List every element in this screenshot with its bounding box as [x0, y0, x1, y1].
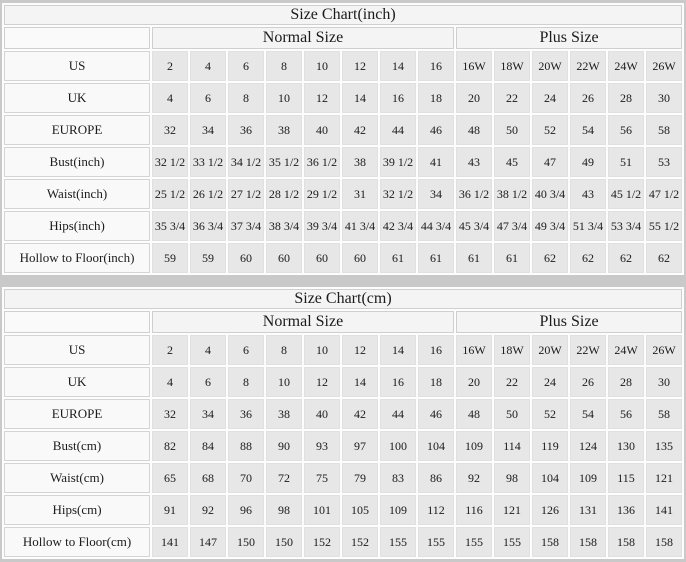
table-row	[4, 147, 682, 177]
size-cell: 4	[152, 367, 188, 397]
size-cell: 41	[418, 147, 454, 177]
size-cell: 136	[608, 495, 644, 525]
size-cell: 52	[532, 399, 568, 429]
size-cell: 12	[304, 83, 340, 113]
size-cell: 56	[608, 399, 644, 429]
corner-cell	[4, 27, 150, 49]
size-cell: 45	[494, 147, 530, 177]
table-row	[4, 463, 682, 493]
size-cell: 58	[646, 115, 682, 145]
table-row	[4, 51, 682, 81]
size-cell: 155	[418, 527, 454, 557]
size-cell: 10	[304, 335, 340, 365]
normal-size-header: Normal Size	[152, 311, 454, 333]
size-cell: 18	[418, 83, 454, 113]
size-cell: 48	[456, 115, 492, 145]
size-cell: 25 1/2	[152, 179, 188, 209]
corner-cell	[4, 311, 150, 333]
size-cell: 10	[304, 51, 340, 81]
size-cell: 51 3/4	[570, 211, 606, 241]
size-cell: 92	[456, 463, 492, 493]
size-cell: 155	[494, 527, 530, 557]
row-label: UK	[4, 367, 150, 397]
size-cell: 6	[190, 367, 226, 397]
row-label: Hollow to Floor(cm)	[4, 527, 150, 557]
size-cell: 32	[152, 115, 188, 145]
size-cell: 83	[380, 463, 416, 493]
size-cell: 61	[418, 243, 454, 273]
size-cell: 43	[570, 179, 606, 209]
size-cell: 52	[532, 115, 568, 145]
size-cell: 109	[456, 431, 492, 461]
size-cell: 61	[456, 243, 492, 273]
size-cell: 50	[494, 115, 530, 145]
size-cell: 116	[456, 495, 492, 525]
size-cell: 105	[342, 495, 378, 525]
group-header-row	[4, 27, 682, 49]
size-cell: 8	[228, 367, 264, 397]
size-cell: 43	[456, 147, 492, 177]
size-cell: 28 1/2	[266, 179, 302, 209]
size-cell: 24W	[608, 51, 644, 81]
size-chart-cm-table	[2, 287, 684, 559]
size-cell: 158	[646, 527, 682, 557]
size-cell: 46	[418, 115, 454, 145]
size-cell: 26 1/2	[190, 179, 226, 209]
row-label: Bust(cm)	[4, 431, 150, 461]
size-cell: 121	[646, 463, 682, 493]
size-cell: 4	[190, 335, 226, 365]
size-cell: 62	[608, 243, 644, 273]
size-cell: 45 1/2	[608, 179, 644, 209]
size-cell: 33 1/2	[190, 147, 226, 177]
size-cell: 53 3/4	[608, 211, 644, 241]
size-cell: 18W	[494, 51, 530, 81]
size-cell: 61	[380, 243, 416, 273]
size-cell: 2	[152, 335, 188, 365]
size-cell: 100	[380, 431, 416, 461]
size-cell: 16	[380, 367, 416, 397]
size-cell: 104	[532, 463, 568, 493]
size-cell: 44	[380, 115, 416, 145]
size-cell: 92	[190, 495, 226, 525]
size-cell: 30	[646, 83, 682, 113]
size-cell: 60	[228, 243, 264, 273]
size-cell: 16	[380, 83, 416, 113]
size-cell: 45 3/4	[456, 211, 492, 241]
table-row	[4, 211, 682, 241]
size-cell: 34 1/2	[228, 147, 264, 177]
size-cell: 60	[342, 243, 378, 273]
size-cell: 18	[418, 367, 454, 397]
row-label: Waist(cm)	[4, 463, 150, 493]
size-cell: 119	[532, 431, 568, 461]
size-cell: 38	[266, 115, 302, 145]
table-row	[4, 527, 682, 557]
size-cell: 60	[266, 243, 302, 273]
row-label: Bust(inch)	[4, 147, 150, 177]
size-cell: 14	[342, 367, 378, 397]
table-row	[4, 179, 682, 209]
size-cell: 41 3/4	[342, 211, 378, 241]
size-cell: 88	[228, 431, 264, 461]
size-cell: 8	[228, 83, 264, 113]
size-cell: 14	[380, 335, 416, 365]
size-cell: 82	[152, 431, 188, 461]
size-cell: 6	[228, 51, 264, 81]
size-cell: 16	[418, 51, 454, 81]
size-cell: 34	[418, 179, 454, 209]
size-cell: 26	[570, 367, 606, 397]
size-cell: 141	[646, 495, 682, 525]
row-label: Waist(inch)	[4, 179, 150, 209]
size-cell: 42	[342, 399, 378, 429]
size-cell: 72	[266, 463, 302, 493]
size-cell: 158	[532, 527, 568, 557]
size-cell: 35 1/2	[266, 147, 302, 177]
size-cell: 54	[570, 399, 606, 429]
size-cell: 12	[342, 335, 378, 365]
size-cell: 152	[304, 527, 340, 557]
plus-size-header: Plus Size	[456, 27, 682, 49]
row-label: Hollow to Floor(inch)	[4, 243, 150, 273]
size-cell: 30	[646, 367, 682, 397]
size-cell: 14	[342, 83, 378, 113]
size-cell: 96	[228, 495, 264, 525]
size-cell: 12	[304, 367, 340, 397]
size-cell: 24	[532, 367, 568, 397]
size-cell: 91	[152, 495, 188, 525]
size-cell: 47	[532, 147, 568, 177]
size-cell: 27 1/2	[228, 179, 264, 209]
table-row	[4, 495, 682, 525]
size-cell: 26	[570, 83, 606, 113]
size-cell: 114	[494, 431, 530, 461]
row-label: US	[4, 335, 150, 365]
size-cell: 34	[190, 115, 226, 145]
size-cell: 26W	[646, 335, 682, 365]
size-cell: 98	[266, 495, 302, 525]
table-row	[4, 83, 682, 113]
table-row	[4, 335, 682, 365]
size-cell: 34	[190, 399, 226, 429]
size-cell: 79	[342, 463, 378, 493]
size-cell: 51	[608, 147, 644, 177]
size-cell: 26W	[646, 51, 682, 81]
size-cell: 75	[304, 463, 340, 493]
size-cell: 55 1/2	[646, 211, 682, 241]
size-cell: 38 1/2	[494, 179, 530, 209]
size-cell: 32 1/2	[152, 147, 188, 177]
size-cell: 97	[342, 431, 378, 461]
size-cell: 39 3/4	[304, 211, 340, 241]
size-cell: 60	[304, 243, 340, 273]
size-cell: 44 3/4	[418, 211, 454, 241]
size-cell: 104	[418, 431, 454, 461]
size-cell: 6	[190, 83, 226, 113]
size-cell: 36 3/4	[190, 211, 226, 241]
size-cell: 150	[266, 527, 302, 557]
group-header-row	[4, 311, 682, 333]
size-cell: 36	[228, 399, 264, 429]
size-cell: 28	[608, 83, 644, 113]
size-cell: 4	[190, 51, 226, 81]
row-label: Hips(cm)	[4, 495, 150, 525]
size-cell: 18W	[494, 335, 530, 365]
size-cell: 54	[570, 115, 606, 145]
size-cell: 84	[190, 431, 226, 461]
size-cell: 70	[228, 463, 264, 493]
table-title: Size Chart(inch)	[4, 5, 682, 25]
size-cell: 126	[532, 495, 568, 525]
size-cell: 8	[266, 51, 302, 81]
size-cell: 46	[418, 399, 454, 429]
size-cell: 121	[494, 495, 530, 525]
table-row	[4, 431, 682, 461]
size-cell: 38	[342, 147, 378, 177]
size-cell: 20	[456, 367, 492, 397]
size-cell: 155	[380, 527, 416, 557]
size-cell: 109	[570, 463, 606, 493]
size-cell: 39 1/2	[380, 147, 416, 177]
size-cell: 59	[190, 243, 226, 273]
size-cell: 62	[532, 243, 568, 273]
size-cell: 90	[266, 431, 302, 461]
size-cell: 32	[152, 399, 188, 429]
size-cell: 112	[418, 495, 454, 525]
size-cell: 109	[380, 495, 416, 525]
size-cell: 49	[570, 147, 606, 177]
size-cell: 37 3/4	[228, 211, 264, 241]
size-cell: 35 3/4	[152, 211, 188, 241]
size-cell: 86	[418, 463, 454, 493]
row-label: Hips(inch)	[4, 211, 150, 241]
size-cell: 49 3/4	[532, 211, 568, 241]
size-cell: 36 1/2	[304, 147, 340, 177]
size-cell: 4	[152, 83, 188, 113]
size-cell: 28	[608, 367, 644, 397]
row-label: UK	[4, 83, 150, 113]
size-cell: 8	[266, 335, 302, 365]
size-cell: 20	[456, 83, 492, 113]
plus-size-header: Plus Size	[456, 311, 682, 333]
size-cell: 124	[570, 431, 606, 461]
size-cell: 44	[380, 399, 416, 429]
size-cell: 24W	[608, 335, 644, 365]
row-label: EUROPE	[4, 399, 150, 429]
row-label: EUROPE	[4, 115, 150, 145]
size-cell: 62	[570, 243, 606, 273]
size-cell: 158	[608, 527, 644, 557]
size-cell: 53	[646, 147, 682, 177]
size-cell: 36	[228, 115, 264, 145]
size-cell: 65	[152, 463, 188, 493]
size-cell: 130	[608, 431, 644, 461]
table-row	[4, 243, 682, 273]
size-cell: 10	[266, 83, 302, 113]
size-cell: 29 1/2	[304, 179, 340, 209]
size-cell: 152	[342, 527, 378, 557]
size-cell: 61	[494, 243, 530, 273]
table-row	[4, 399, 682, 429]
normal-size-header: Normal Size	[152, 27, 454, 49]
size-cell: 155	[456, 527, 492, 557]
size-cell: 93	[304, 431, 340, 461]
size-cell: 20W	[532, 335, 568, 365]
size-cell: 47 1/2	[646, 179, 682, 209]
size-cell: 10	[266, 367, 302, 397]
size-cell: 22W	[570, 335, 606, 365]
size-cell: 20W	[532, 51, 568, 81]
size-cell: 50	[494, 399, 530, 429]
size-cell: 24	[532, 83, 568, 113]
size-cell: 31	[342, 179, 378, 209]
size-cell: 16	[418, 335, 454, 365]
size-cell: 22W	[570, 51, 606, 81]
size-cell: 40	[304, 399, 340, 429]
size-cell: 98	[494, 463, 530, 493]
size-cell: 147	[190, 527, 226, 557]
table-title: Size Chart(cm)	[4, 289, 682, 309]
size-cell: 42	[342, 115, 378, 145]
size-cell: 40 3/4	[532, 179, 568, 209]
title-row	[4, 5, 682, 25]
size-cell: 14	[380, 51, 416, 81]
size-cell: 150	[228, 527, 264, 557]
size-cell: 59	[152, 243, 188, 273]
size-cell: 56	[608, 115, 644, 145]
size-cell: 12	[342, 51, 378, 81]
table-row	[4, 115, 682, 145]
size-cell: 58	[646, 399, 682, 429]
size-cell: 115	[608, 463, 644, 493]
size-cell: 36 1/2	[456, 179, 492, 209]
row-label: US	[4, 51, 150, 81]
size-cell: 158	[570, 527, 606, 557]
size-cell: 22	[494, 83, 530, 113]
size-cell: 32 1/2	[380, 179, 416, 209]
size-cell: 101	[304, 495, 340, 525]
size-cell: 16W	[456, 335, 492, 365]
size-cell: 38	[266, 399, 302, 429]
size-cell: 68	[190, 463, 226, 493]
size-cell: 22	[494, 367, 530, 397]
table-row	[4, 367, 682, 397]
size-cell: 62	[646, 243, 682, 273]
size-cell: 40	[304, 115, 340, 145]
title-row	[4, 289, 682, 309]
size-cell: 2	[152, 51, 188, 81]
size-cell: 48	[456, 399, 492, 429]
size-cell: 141	[152, 527, 188, 557]
size-cell: 38 3/4	[266, 211, 302, 241]
size-cell: 16W	[456, 51, 492, 81]
size-cell: 131	[570, 495, 606, 525]
size-cell: 135	[646, 431, 682, 461]
size-cell: 42 3/4	[380, 211, 416, 241]
size-cell: 6	[228, 335, 264, 365]
size-cell: 47 3/4	[494, 211, 530, 241]
size-chart-inch-table	[2, 3, 684, 275]
